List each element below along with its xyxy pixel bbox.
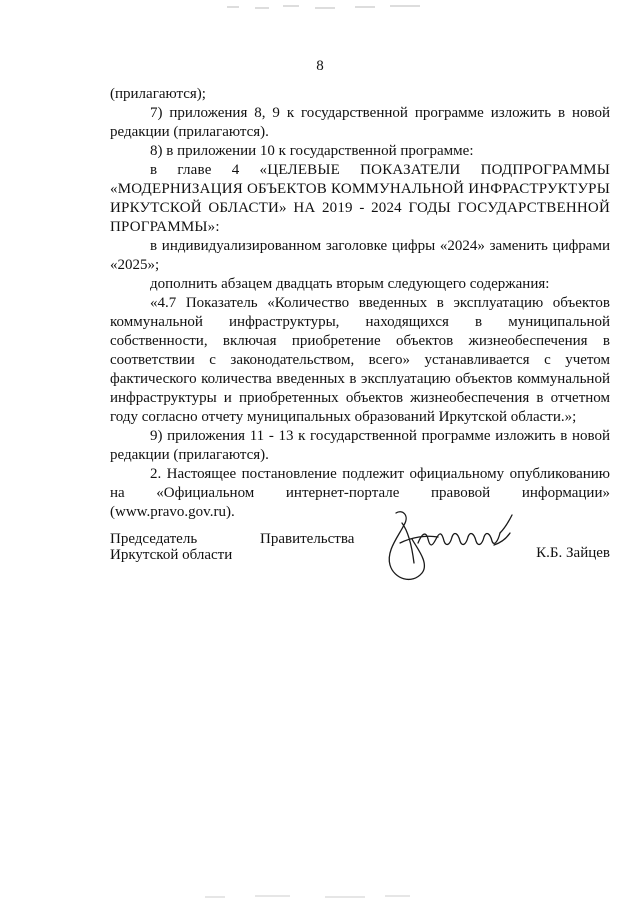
- paragraph-publication: 2. Настоящее постановление подлежит официальному опубликованию на «Официальном интернет-портале правовой информации» (www.pravo.gov.ru).: [110, 466, 610, 520]
- document-body: [110, 85, 610, 522]
- paragraph-chapter-4: в главе 4 «ЦЕЛЕВЫЕ ПОКАЗАТЕЛИ ПОДПРОГРАММЫ «МОДЕРНИЗАЦИЯ ОБЪЕКТОВ КОММУНАЛЬНОЙ ИНФРАСТРУКТУРЫ ИРКУТСКОЙ ОБЛАСТИ» НА 2019 - 2024 ГОДЫ ГОСУДАРСТВЕННОЙ ПРОГРАММЫ»:: [110, 162, 610, 235]
- paragraph-replace-digits: в индивидуализированном заголовке цифры «2024» заменить цифрами «2025»;: [110, 238, 610, 273]
- paragraph-item-7: 7) приложения 8, 9 к государственной программе изложить в новой редакции (прилагаются).: [110, 105, 610, 140]
- signatory-name: К.Б. Зайцев: [536, 545, 610, 561]
- paragraph-continuation: (прилагаются);: [110, 86, 206, 102]
- paragraph-item-8: 8) в приложении 10 к государственной программе:: [150, 143, 474, 159]
- scan-artifact-bottom: [195, 887, 415, 905]
- scan-artifact: [225, 0, 425, 18]
- paragraph-indicator-4-7: «4.7 Показатель «Количество введенных в эксплуатацию объектов коммунальной инфраструктуры, находящихся в муниципальной собственности, включая приобретение объектов жизнеобеспечения в соответствии с законодательством, всего» устанавливается с учетом фактического количества введенных в эксплуатацию объектов коммунальной инфраструктуры и приобретенных объектов жизнеобеспечения в отчетном году согласно отчету муниципальных образований Иркутской области.»;: [110, 295, 610, 425]
- paragraph-add-subsection: дополнить абзацем двадцать вторым следующего содержания:: [150, 276, 550, 292]
- paragraph-item-9: 9) приложения 11 - 13 к государственной программе изложить в новой редакции (прилагаются).: [110, 428, 610, 463]
- signature-block: [110, 531, 610, 601]
- signatory-title-line2: Иркутской области: [110, 547, 233, 563]
- signatory-title-line1: Председатель: [110, 531, 198, 547]
- page-number: 8: [316, 58, 324, 74]
- signatory-title: [110, 531, 232, 563]
- handwritten-signature: [382, 503, 532, 597]
- signatory-title-government: Правительства: [260, 531, 355, 547]
